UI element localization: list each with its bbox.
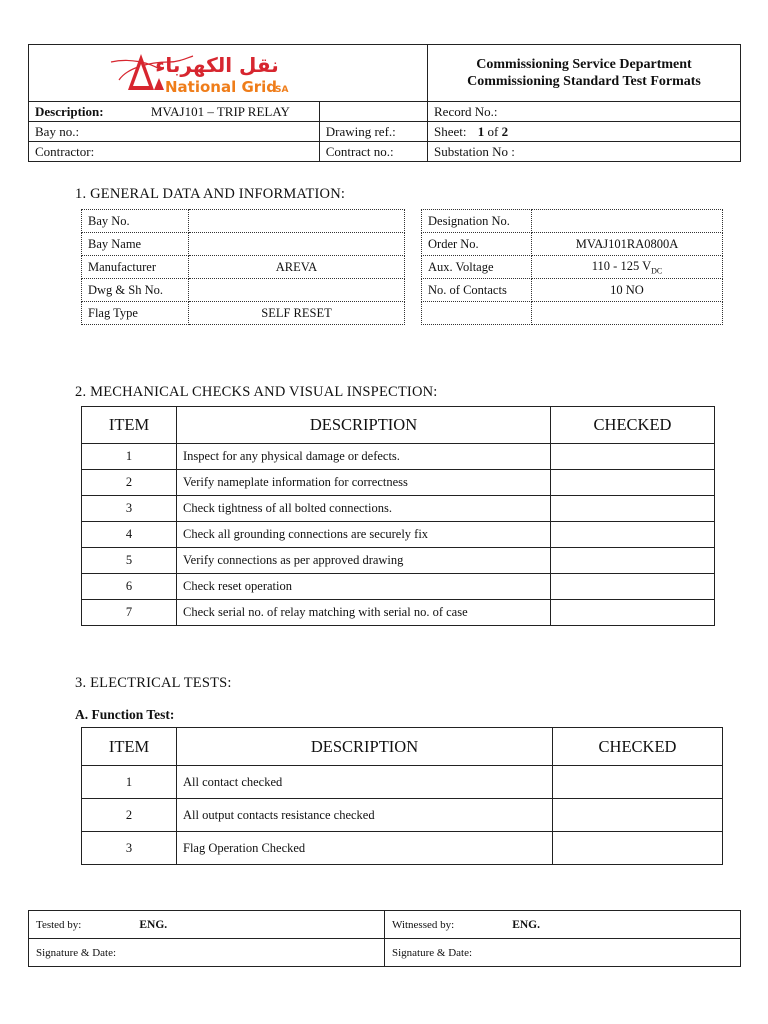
general-right-row	[422, 256, 723, 279]
general-field-value[interactable]	[532, 233, 723, 256]
item-number: 2	[82, 470, 177, 496]
general-left-row	[82, 302, 405, 325]
table-row	[82, 548, 715, 574]
general-right-row	[422, 210, 723, 233]
checked-cell[interactable]	[551, 496, 715, 522]
svg-text:National Grid: National Grid	[165, 78, 278, 96]
item-number: 7	[82, 600, 177, 626]
table-row	[82, 832, 723, 865]
general-field-value-text: 110 - 125 V	[591, 258, 652, 273]
general-field-label: Flag Type	[82, 302, 189, 325]
general-field-value-text: SELF RESET	[261, 305, 332, 320]
checked-cell[interactable]	[551, 444, 715, 470]
general-field-label: Bay Name	[82, 233, 189, 256]
general-left-row	[82, 233, 405, 256]
table-row	[82, 470, 715, 496]
table-row	[82, 600, 715, 626]
general-left-row	[82, 256, 405, 279]
general-right-row	[422, 233, 723, 256]
table-row	[82, 799, 723, 832]
general-field-label: Order No.	[422, 233, 532, 256]
general-field-label: Dwg & Sh No.	[82, 279, 189, 302]
checked-cell[interactable]	[553, 799, 723, 832]
item-description: Verify connections as per approved drawing	[177, 548, 551, 574]
item-number: 5	[82, 548, 177, 574]
svg-text:SA: SA	[275, 85, 289, 95]
general-right-row	[422, 302, 723, 325]
general-field-label: Designation No.	[422, 210, 532, 233]
item-number: 1	[82, 766, 177, 799]
item-number: 3	[82, 496, 177, 522]
general-field-value[interactable]	[189, 302, 405, 325]
item-description: Inspect for any physical damage or defects.	[177, 444, 551, 470]
general-field-value-text: AREVA	[275, 259, 318, 274]
general-field-value[interactable]	[532, 210, 723, 233]
general-field-value[interactable]	[189, 210, 405, 233]
tested-by-cell: Tested by: ENG.	[29, 911, 385, 939]
general-field-unit: DC	[651, 266, 663, 276]
mech-header-item: ITEM	[82, 407, 177, 444]
general-left-row	[82, 210, 405, 233]
general-field-value[interactable]	[532, 279, 723, 302]
general-field-value[interactable]	[532, 302, 723, 325]
signature-date-cell-2: Signature & Date:	[385, 939, 741, 967]
general-left-table	[81, 209, 405, 325]
checked-cell[interactable]	[551, 600, 715, 626]
func-header-item: ITEM	[82, 728, 177, 766]
mech-header-description: DESCRIPTION	[177, 407, 551, 444]
section-mechanical-title: 2. MECHANICAL CHECKS AND VISUAL INSPECTION:	[75, 384, 438, 400]
item-number: 6	[82, 574, 177, 600]
general-field-label: Bay No.	[82, 210, 189, 233]
item-description: Flag Operation Checked	[177, 832, 553, 865]
section-general-title: 1. GENERAL DATA AND INFORMATION:	[75, 186, 346, 202]
item-description: Verify nameplate information for correctness	[177, 470, 551, 496]
contractor-cell: Contractor:	[29, 142, 320, 162]
general-field-value-text: MVAJ101RA0800A	[575, 236, 679, 251]
item-number: 1	[82, 444, 177, 470]
checked-cell[interactable]	[551, 548, 715, 574]
general-right-table	[421, 209, 723, 325]
general-field-value-text: 10 NO	[610, 282, 644, 297]
mechanical-checks-table	[81, 406, 715, 626]
function-test-subtitle: A. Function Test:	[75, 707, 175, 722]
general-left-row	[82, 279, 405, 302]
signature-date-cell-1: Signature & Date:	[29, 939, 385, 967]
section-electrical-title: 3. ELECTRICAL TESTS:	[75, 675, 232, 691]
table-row	[82, 574, 715, 600]
checked-cell[interactable]	[551, 574, 715, 600]
checked-cell[interactable]	[553, 766, 723, 799]
sheet-cell: Sheet: 1 of 2	[428, 122, 741, 142]
checked-cell[interactable]	[551, 522, 715, 548]
general-field-value[interactable]	[532, 256, 723, 279]
table-row	[82, 444, 715, 470]
mech-header-checked: CHECKED	[551, 407, 715, 444]
contract-no-cell: Contract no.:	[319, 142, 427, 162]
table-row	[82, 766, 723, 799]
witnessed-by-cell: Witnessed by: ENG.	[385, 911, 741, 939]
item-description: Check tightness of all bolted connections.	[177, 496, 551, 522]
table-row	[82, 496, 715, 522]
general-field-value[interactable]	[189, 256, 405, 279]
description-cell: Description: MVAJ101 – TRIP RELAY	[29, 102, 320, 122]
drawing-ref-cell: Drawing ref.:	[319, 122, 427, 142]
general-field-label	[422, 302, 532, 325]
item-number: 3	[82, 832, 177, 865]
blank-cell	[319, 102, 427, 122]
item-number: 4	[82, 522, 177, 548]
header-table	[28, 44, 741, 162]
item-description: All contact checked	[177, 766, 553, 799]
general-field-label: Manufacturer	[82, 256, 189, 279]
company-logo	[29, 45, 427, 101]
table-row	[82, 522, 715, 548]
item-description: Check all grounding connections are securely fix	[177, 522, 551, 548]
record-no-cell: Record No.:	[428, 102, 741, 122]
general-field-value[interactable]	[189, 279, 405, 302]
department-title: Commissioning Service Department Commissioning Standard Test Formats	[428, 45, 741, 102]
item-description: Check serial no. of relay matching with serial no. of case	[177, 600, 551, 626]
checked-cell[interactable]	[551, 470, 715, 496]
signature-table	[28, 910, 741, 967]
checked-cell[interactable]	[553, 832, 723, 865]
general-field-label: No. of Contacts	[422, 279, 532, 302]
general-field-value[interactable]	[189, 233, 405, 256]
func-header-description: DESCRIPTION	[177, 728, 553, 766]
item-description: Check reset operation	[177, 574, 551, 600]
function-test-table	[81, 727, 723, 865]
general-field-label: Aux. Voltage	[422, 256, 532, 279]
general-right-row	[422, 279, 723, 302]
substation-no-cell: Substation No :	[428, 142, 741, 162]
item-number: 2	[82, 799, 177, 832]
bay-no-cell: Bay no.:	[29, 122, 320, 142]
logo-cell	[29, 45, 428, 102]
func-header-checked: CHECKED	[553, 728, 723, 766]
item-description: All output contacts resistance checked	[177, 799, 553, 832]
national-grid-logo-icon	[109, 48, 299, 98]
svg-text:نقل الكهرباء: نقل الكهرباء	[155, 53, 279, 77]
